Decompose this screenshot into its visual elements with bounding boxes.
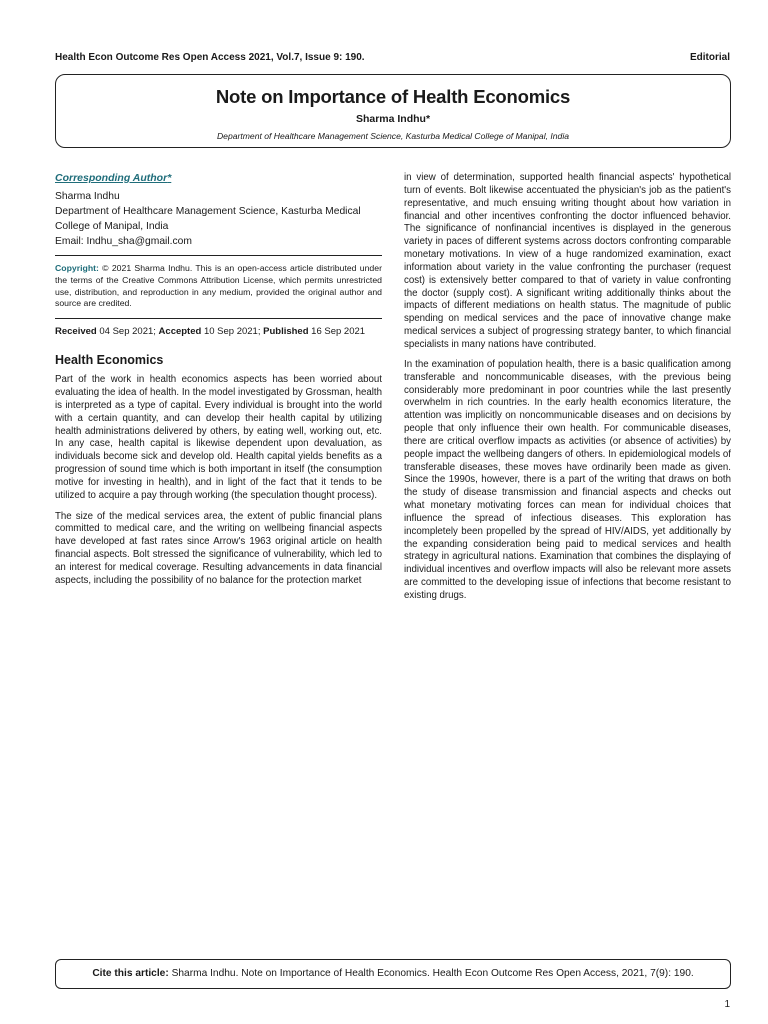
body-paragraph: In the examination of population health, there is a basic qualification among transferable and noncommunicable diseases, with the previous being considerably more predominant in poor countries while the last presently overwhelm in rich countries. In the early health economics literature, the attention was implicitly on noncommunicable diseases and on decisions by people that only influence their own health. For communicable diseases, there are critical overflow impacts as activities (or absence of activities) by people impact the wellbeing dangers of others. In epidemiological models of transferable diseases, these moves have ordinarily been made as given. Since the 1990s, however, there is a part of the writing that draws on both the study of disease transmission and financial aspects and checks out what monetary motivating forces can mean for individual choices that influence the spread of infectious diseases. This exploration has incompletely been propelled by the spread of HIV/AIDS, yet additionally by the expanding consideration being paid to medical services and health strategy in agricultural nations. Examination that combines the displaying of individual incentives and overflow impacts will also be relevant more assets are committed to the developing issue of infections that become resistant to existing drugs. — [404, 358, 731, 601]
citation-box — [55, 959, 731, 989]
corresponding-email[interactable]: Email: Indhu_sha@gmail.com — [55, 236, 192, 247]
divider — [55, 318, 382, 319]
corresponding-department: Department of Healthcare Management Science, Kasturba Medical — [55, 206, 361, 217]
corresponding-author-link[interactable]: Corresponding Author — [55, 172, 168, 184]
author-affiliation: Department of Healthcare Management Science, Kasturba Medical College of Manipal, India — [216, 131, 570, 141]
copyright-notice — [55, 263, 382, 310]
title-block — [55, 74, 731, 148]
article-type: Editorial — [689, 52, 730, 63]
article-dates — [55, 326, 382, 337]
page-number: 1 — [724, 999, 730, 1010]
corresponding-author-heading[interactable] — [55, 168, 382, 186]
corresponding-name: Sharma Indhu — [55, 191, 120, 202]
corresponding-star: * — [167, 172, 172, 184]
copyright-label: Copyright: — [55, 263, 99, 273]
section-heading: Health Economics — [55, 353, 164, 368]
citation-label: Cite this article: — [92, 968, 169, 979]
article-title: Note on Importance of Health Economics — [215, 86, 571, 107]
received-date: 04 Sep 2021; — [96, 326, 159, 338]
copyright-text: © 2021 Sharma Indhu. This is an open-access article distributed under the terms of the Creative Commons Attribution License, which permits unrestricted use, distribution, and reproduction in any medium, provided the original author and source are credited. — [55, 263, 382, 309]
journal-reference: Health Econ Outcome Res Open Access 2021, Vol.7, Issue 9: 190. — [55, 52, 365, 63]
left-column — [55, 168, 382, 588]
accepted-label: Accepted — [158, 326, 202, 338]
citation-text: Sharma Indhu. Note on Importance of Health Economics. Health Econ Outcome Res Open Access, 2021, 7(9): 190. — [168, 968, 694, 979]
published-date: 16 Sep 2021 — [308, 326, 366, 338]
corresponding-college: College of Manipal, India — [55, 221, 169, 232]
body-paragraph: The size of the medical services area, the extent of public financial plans committed to medical care, and the writing on wellbeing financial aspects have developed at fast rates since Arrow's 1963 original article on health financial aspects. Bolt stressed the significance of vulnerability, which led to an interest for medical coverage. Resulting advancements in data financial aspects, including the possibility of no balance for the protection market — [55, 510, 382, 586]
divider — [55, 255, 382, 256]
body-paragraph: Part of the work in health economics aspects has been worried about evaluating the idea of health. In the model investigated by Grossman, health is interpreted as a type of capital. Every individual is brought into the world with a certain quantity, and can develop their health capital by utilizing health administrations delivered by others, by eating well, working out, etc. In any case, health capital is likewise dependent upon devaluation, as individuals become sick and develop old. Health capital yields benefits as a progression of sound time which is both important in itself (the consumption motive for investing in health), and in light of the fact that it tends to be utilized to acquire a pay through working (the speculation thought process). — [55, 374, 382, 501]
corresponding-author-details — [55, 189, 382, 249]
received-label: Received — [55, 326, 97, 338]
accepted-date: 10 Sep 2021; — [201, 326, 264, 338]
author-name: Sharma Indhu* — [355, 113, 431, 125]
published-label: Published — [263, 326, 309, 338]
right-column — [404, 172, 731, 603]
body-paragraph: in view of determination, supported health financial aspects' hypothetical turn of events. Bolt likewise accentuated the physician's job as the patient's representative, and much ensuing writing thought about how variation in financial and other incentives confronting the doctor influenced behavior. The significance of nonfinancial incentives is displayed in the generous variety in paces of different systems across doctors confronting comparable monetary motivations. In view of a huge randomized examination, exact information about variety in the value confronting the purchaser (request cost) is extensively better compared to that of variety in value confronting the doctor (supply cost). A significant writing additionally thinks about the impacts of different mediations on health status. The magnitude of public spending on medical services and the pace of innovative change make medical services a subject of progressing strategy banter, to which financial specialists in many nations have contributed. — [404, 172, 731, 350]
